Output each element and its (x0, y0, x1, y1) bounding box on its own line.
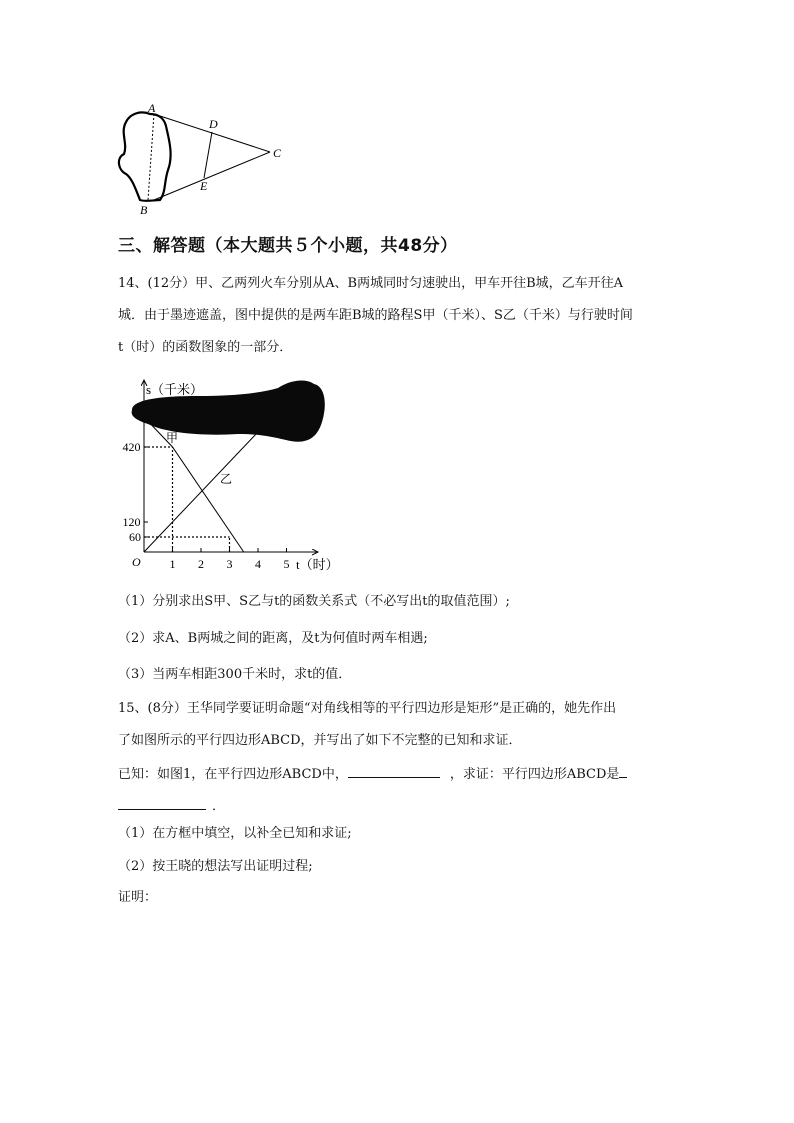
label-a: A (148, 101, 156, 115)
x-tick-label: 5 (283, 557, 290, 571)
q15-prove-text: ，求证：平行四边形ABCD是 (449, 767, 620, 782)
q15-line-end: ． (212, 799, 226, 814)
q14-sub-1: （1）分别求出S甲、S乙与t的函数关系式（不必写出t的取值范围）; (118, 594, 510, 609)
segment-ab-dashed (148, 114, 154, 200)
label-e: E (200, 179, 208, 193)
section-title: 三、解答题（本大题共５个小题，共48分） (118, 236, 458, 256)
q15-sub-1: （1）在方框中填空，以补全已知和求证; (118, 826, 352, 841)
origin-label: O (132, 555, 141, 569)
q15-line-4 (118, 796, 225, 816)
distance-time-chart (118, 372, 358, 578)
label-d: D (209, 117, 218, 131)
prove-blank-start[interactable] (619, 764, 627, 778)
series-label-jia: 甲 (166, 431, 179, 445)
geometry-figure (110, 96, 310, 220)
q15-line-3 (118, 764, 627, 784)
known-blank[interactable] (348, 764, 440, 778)
series-label-yi: 乙 (220, 472, 233, 486)
x-axis-label: t（时） (296, 557, 339, 572)
q14-line-3: t（时）的函数图象的一部分． (118, 340, 293, 355)
x-tick-label: 1 (169, 557, 176, 571)
segment-de (204, 132, 212, 178)
y-tick-label: 420 (122, 440, 141, 454)
q15-line-1: 15、(8分）王华同学要证明命题“对角线相等的平行四边形是矩形”是正确的，她先作出 (118, 701, 617, 716)
x-tick-label: 2 (198, 557, 204, 571)
q15-line-2: 了如图所示的平行四边形ABCD，并写出了如下不完整的已知和求证． (118, 733, 522, 748)
y-tick-label: 120 (122, 515, 141, 529)
y-axis-label: s（千米） (146, 382, 204, 397)
q14-line-2: 城．由于墨迹遮盖，图中提供的是两车距B城的路程S甲（千米）、S乙（千米）与行驶时间 (118, 308, 633, 323)
q15-sub-2: （2）按王晓的想法写出证明过程; (118, 859, 313, 874)
series-line-yi (144, 420, 269, 552)
x-tick-label: 4 (255, 557, 261, 571)
chart-ticks (123, 440, 290, 571)
x-tick-label: 3 (226, 557, 233, 571)
q14-line-1: 14、(12分）甲、乙两列火车分别从A、B两城同时匀速驶出，甲车开往B城，乙车开往A (118, 276, 624, 291)
y-tick-label: 60 (129, 530, 141, 544)
lake-outline (119, 112, 171, 200)
q14-sub-3: （3）当两车相距300千米时，求t的值． (118, 667, 352, 682)
q15-proof-label: 证明： (118, 890, 158, 905)
chart-guides (144, 447, 233, 552)
prove-blank[interactable] (118, 796, 206, 810)
q14-sub-2: （2）求A、B两城之间的距离，及t为何值时两车相遇; (118, 631, 428, 646)
q15-known-text: 已知：如图1，在平行四边形ABCD中， (118, 767, 348, 782)
label-c: C (273, 146, 282, 160)
label-b: B (140, 203, 148, 217)
chart-series (144, 417, 269, 552)
